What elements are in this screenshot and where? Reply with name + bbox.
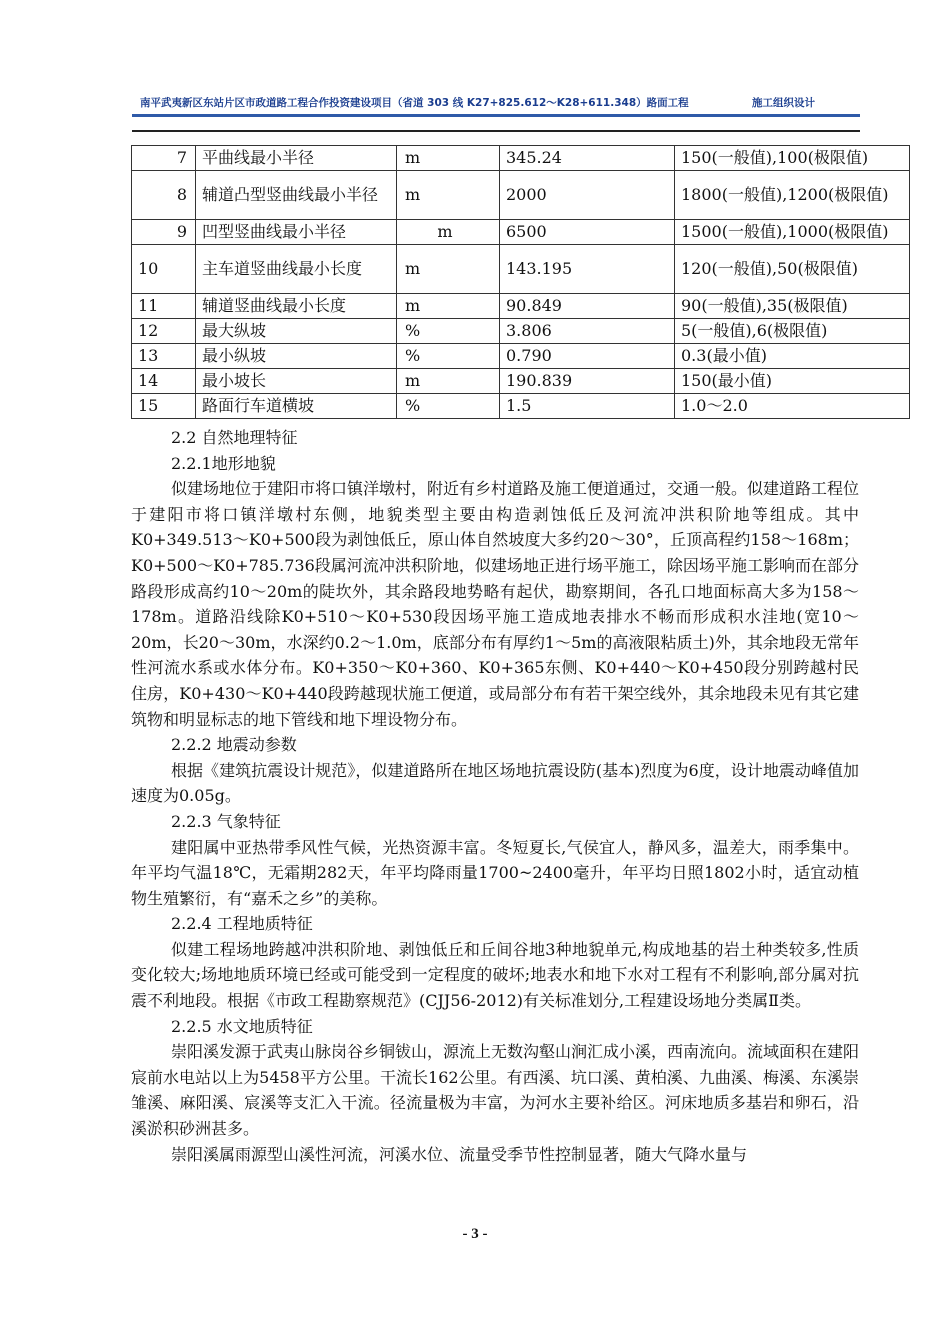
- body-paragraph: 根据《建筑抗震设计规范》，似建道路所在地区场地抗震设防(基本)烈度为6度，设计地震动峰值加速度为0.05g。: [131, 760, 859, 806]
- row-standard-value: 90(一般值),35(极限值): [675, 294, 910, 319]
- row-design-value: 2000: [500, 171, 675, 220]
- subsection-heading: 2.2.5 水文地质特征: [171, 1016, 313, 1036]
- subsection-heading: 2.2.3 气象特征: [171, 811, 281, 831]
- subsection-heading: 2.2.4 工程地质特征: [171, 914, 313, 934]
- row-standard-value: 150(一般值),100(极限值): [675, 146, 910, 171]
- row-number: 7: [132, 146, 196, 171]
- row-standard-value: 1800(一般值),1200(极限值): [675, 171, 910, 220]
- body-paragraph: 崇阳溪属雨源型山溪性河流，河溪水位、流量受季节性控制显著，随大气降水量与: [171, 1144, 748, 1164]
- table-row: [132, 369, 910, 394]
- row-number: 10: [132, 245, 196, 294]
- page-number: - 3 -: [462, 1226, 488, 1242]
- table-row: [132, 294, 910, 319]
- row-unit: m: [397, 294, 500, 319]
- row-item: 平曲线最小半径: [196, 146, 397, 171]
- row-number: 13: [132, 344, 196, 369]
- header-rule-black: [132, 130, 860, 132]
- row-unit: %: [397, 344, 500, 369]
- table-row: [132, 245, 910, 294]
- page-header: [132, 95, 860, 115]
- table-row: [132, 171, 910, 220]
- row-standard-value: 1500(一般值),1000(极限值): [675, 220, 910, 245]
- body-paragraph: 建阳属中亚热带季风性气候，光热资源丰富。冬短夏长,气侯宜人，静风多，温差大，雨季集中。年平均气温18℃，无霜期282天，年平均降雨量1700~2400毫升，年平均日照1802小时，适宜动植物生殖繁衍，有“嘉禾之乡”的美称。: [131, 837, 859, 908]
- row-item: 凹型竖曲线最小半径: [196, 220, 397, 245]
- row-item: 最大纵坡: [196, 319, 397, 344]
- row-item: 辅道凸型竖曲线最小半径: [196, 171, 397, 220]
- table-row: [132, 319, 910, 344]
- table-row: [132, 344, 910, 369]
- row-design-value: 6500: [500, 220, 675, 245]
- row-unit: %: [397, 394, 500, 419]
- row-number: 9: [132, 220, 196, 245]
- row-number: 12: [132, 319, 196, 344]
- document-body: [131, 425, 859, 1167]
- row-design-value: 143.195: [500, 245, 675, 294]
- row-standard-value: 150(最小值): [675, 369, 910, 394]
- row-item: 路面行车道横坡: [196, 394, 397, 419]
- row-design-value: 345.24: [500, 146, 675, 171]
- row-unit: m: [397, 146, 500, 171]
- body-paragraph: 似建工程场地跨越冲洪积阶地、剥蚀低丘和丘间谷地3种地貌单元,构成地基的岩土种类较多,性质变化较大;场地地质环境已经或可能受到一定程度的破坏;地表水和地下水对工程有不利影响,部分属对抗震不利地段。根据《市政工程勘察规范》(CJJ56-2012)有关标准划分,工程建设场地分类属Ⅱ类。: [131, 939, 859, 1011]
- row-item: 辅道竖曲线最小长度: [196, 294, 397, 319]
- table-row: [132, 220, 910, 245]
- subsection-heading: 2.2.1地形地貌: [171, 453, 276, 473]
- row-number: 8: [132, 171, 196, 220]
- table-row: [132, 394, 910, 419]
- table-row: [132, 146, 910, 171]
- row-design-value: 3.806: [500, 319, 675, 344]
- row-item: 最小纵坡: [196, 344, 397, 369]
- row-unit: m: [397, 369, 500, 394]
- header-rule-blue: [132, 114, 860, 117]
- row-unit: m: [397, 171, 500, 220]
- subsection-heading: 2.2.2 地震动参数: [171, 735, 297, 755]
- row-standard-value: 1.0～2.0: [675, 394, 910, 419]
- design-standards-table: [131, 145, 910, 419]
- row-design-value: 190.839: [500, 369, 675, 394]
- body-paragraph: 崇阳溪发源于武夷山脉岗谷乡铜钹山，源流上无数沟壑山涧汇成小溪，西南流向。流域面积在建阳宸前水电站以上为5458平方公里。干流长162公里。有西溪、坑口溪、黄柏溪、九曲溪、梅溪、东溪崇雏溪、麻阳溪、宸溪等支汇入干流。径流量极为丰富，为河水主要补给区。河床地质多基岩和卵石，沿溪淤积砂洲甚多。: [131, 1042, 860, 1139]
- row-design-value: 1.5: [500, 394, 675, 419]
- row-number: 11: [132, 294, 196, 319]
- header-project-title: 南平武夷新区东站片区市政道路工程合作投资建设项目（省道 303 线 K27+825.612～K28+611.348）路面工程: [140, 97, 689, 109]
- row-standard-value: 5(一般值),6(极限值): [675, 319, 910, 344]
- row-unit: m: [397, 220, 500, 245]
- row-item: 最小坡长: [196, 369, 397, 394]
- row-design-value: 90.849: [500, 294, 675, 319]
- row-item: 主车道竖曲线最小长度: [196, 245, 397, 294]
- row-number: 14: [132, 369, 196, 394]
- row-design-value: 0.790: [500, 344, 675, 369]
- header-document-type: 施工组织设计: [752, 97, 815, 109]
- section-heading: 2.2 自然地理特征: [171, 428, 298, 447]
- row-number: 15: [132, 394, 196, 419]
- body-paragraph: 似建场地位于建阳市将口镇洋墩村，附近有乡村道路及施工便道通过，交通一般。似建道路工程位于建阳市将口镇洋墩村东侧，地貌类型主要由构造剥蚀低丘及河流冲洪积阶地等组成。其中K0+349.513～K0+500段为剥蚀低丘，原山体自然坡度大多约20～30°，丘顶高程约158～168m；K0+500～K0+785.736段属河流冲洪积阶地，似建场地正进行场平施工，除因场平施工影响而在部分路段形成高约10～20m的陡坎外，其余路段地势略有起伏，勘察期间，各孔口地面标高大多为158～178m。道路沿线除K0+510～K0+530段因场平施工造成地表排水不畅而形成积水洼地(宽10～20m，长20～30m，水深约0.2～1.0m，底部分布有厚约1～5m的高液限粘质土)外，其余地段无常年性河流水系或水体分布。K0+350～K0+360、K0+365东侧、K0+440～K0+450段分别跨越村民住房，K0+430～K0+440段跨越现状施工便道，或局部分布有若干架空线外，其余地段未见有其它建筑物和明显标志的地下管线和地下埋设物分布。: [131, 479, 860, 729]
- row-unit: %: [397, 319, 500, 344]
- row-standard-value: 120(一般值),50(极限值): [675, 245, 910, 294]
- row-standard-value: 0.3(最小值): [675, 344, 910, 369]
- row-unit: m: [397, 245, 500, 294]
